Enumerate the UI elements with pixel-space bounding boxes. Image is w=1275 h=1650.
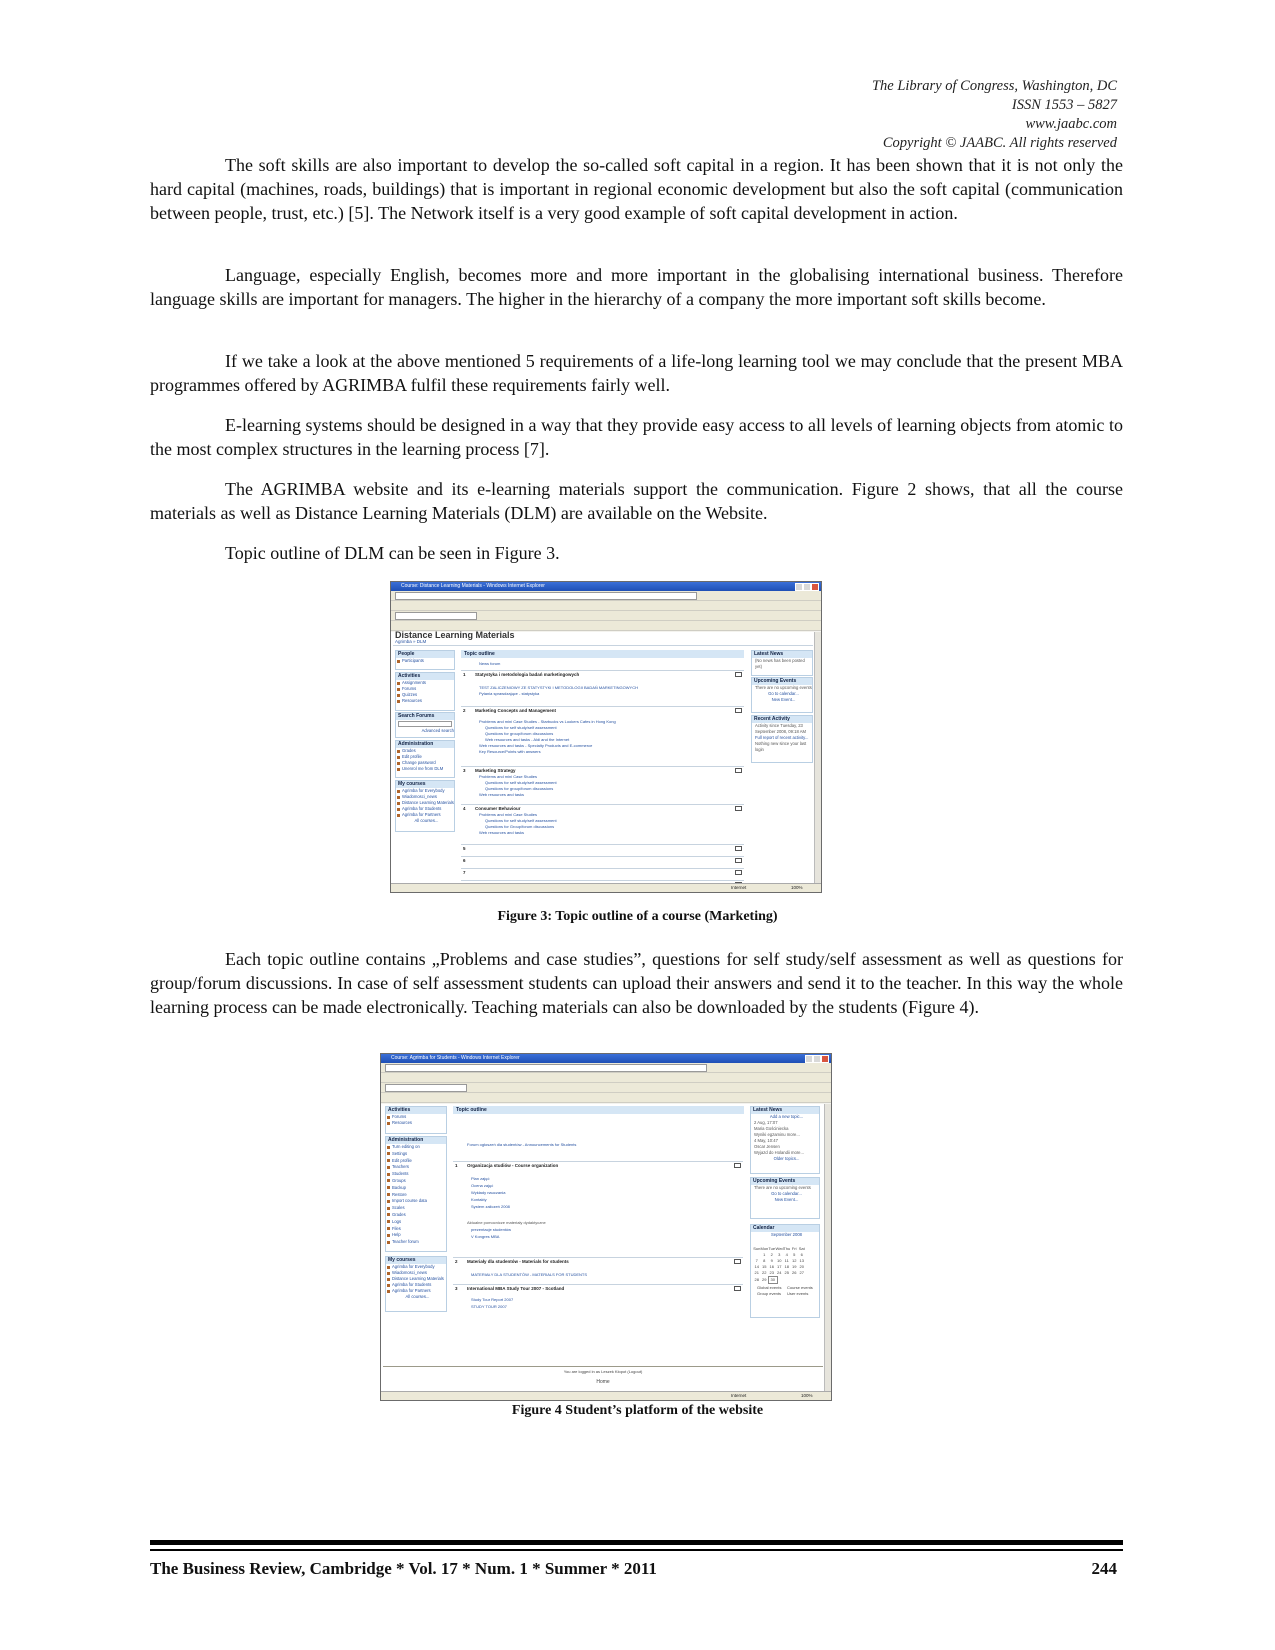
paragraph-6: Topic outline of DLM can be seen in Figure 3. xyxy=(225,543,560,563)
topic-folder-link[interactable]: Kontakty xyxy=(471,1197,487,1202)
figure3-block-mycourses: My courses Agrimba for Everybody Wiadomosci_news Distance Learning Materials Agrimba for Students Agrimba for Partners All courses... xyxy=(395,780,455,832)
change-password-link[interactable]: Change password xyxy=(396,760,454,766)
admin-link[interactable]: Files xyxy=(386,1226,446,1233)
figure4-topic-3: 3 International MBA Study Tour 2007 - Scotland Study Tour Report 2007 STUDY TOUR 2007 xyxy=(453,1284,743,1325)
course-link[interactable]: Distance Learning Materials xyxy=(396,800,454,806)
all-courses-link[interactable]: All courses... xyxy=(405,1294,430,1299)
figure3-page-heading: Distance Learning Materials xyxy=(395,630,515,640)
admin-link[interactable]: Teacher forum xyxy=(386,1239,446,1246)
figure4-topic-outline-heading: Topic outline xyxy=(453,1106,744,1114)
resources-link[interactable]: Resources xyxy=(396,698,454,704)
older-topics-link[interactable]: Older topics... xyxy=(773,1156,800,1161)
minimize-icon[interactable] xyxy=(805,1055,813,1063)
header-url: www.jaabc.com xyxy=(1025,116,1117,132)
announcements-forum-link[interactable]: Forum ogłoszeń dla studentów - Announcements for Students xyxy=(467,1142,577,1147)
figure3-caption: Figure 3: Topic outline of a course (Marketing) xyxy=(497,909,778,924)
figure3-topic-7: 7 xyxy=(461,868,744,881)
collapse-icon[interactable] xyxy=(735,846,742,851)
unenrol-link[interactable]: Unenrol me from DLM xyxy=(396,766,454,772)
collapse-icon[interactable] xyxy=(735,768,742,773)
admin-link[interactable]: Teachers xyxy=(386,1164,446,1171)
topic-resource-link[interactable]: TEST ZALICZENIOWY ZE STATYSTYKI I METODOLOGII BADAŃ MARKETINGOWYCH xyxy=(479,685,638,690)
collapse-icon[interactable] xyxy=(735,806,742,811)
admin-link[interactable]: Import course data xyxy=(386,1198,446,1205)
collapse-icon[interactable] xyxy=(735,672,742,677)
figure3-titlebar: Course: Distance Learning Materials - Windows Internet Explorer xyxy=(391,582,821,591)
calendar-week[interactable]: 14 15 16 17 18 19 20 xyxy=(754,1264,804,1269)
new-event-link[interactable]: New Event... xyxy=(771,697,796,702)
admin-link[interactable]: Scales xyxy=(386,1205,446,1212)
figure4-block-mycourses: My courses Agrimba for Everybody Wiadomosci_news Distance Learning Materials Agrimba for Students Agrimba for Partners All courses... xyxy=(385,1256,447,1312)
admin-link[interactable]: Grades xyxy=(386,1212,446,1219)
calendar-weekdays: SunMonTueWedThu Fri Sat xyxy=(753,1246,805,1251)
home-link[interactable]: Home xyxy=(596,1379,610,1385)
calendar-legend: Global events Course events Group events User events xyxy=(757,1285,813,1296)
calendar-week[interactable]: 1 2 3 4 5 6 xyxy=(763,1252,803,1257)
zoom-control[interactable]: 100% xyxy=(791,885,803,890)
forums-link[interactable]: Forums xyxy=(386,1114,446,1120)
course-link[interactable]: Distance Learning Materials xyxy=(386,1276,446,1282)
figure3-topic-6: 6 xyxy=(461,856,744,869)
topic-folder-link[interactable]: V Kongres MBA xyxy=(471,1234,500,1239)
admin-link[interactable]: Logs xyxy=(386,1219,446,1226)
calendar-month[interactable]: September 2008 xyxy=(771,1232,802,1237)
topic-resource-link[interactable]: Problems and mini Case Studies xyxy=(479,774,538,779)
header-library: The Library of Congress, Washington, DC xyxy=(871,78,1117,94)
admin-link[interactable]: Restore xyxy=(386,1192,446,1199)
forums-link[interactable]: Forums xyxy=(396,686,454,692)
figure4-topic-1: 1 Organizacja studiów - Course organization Plan zajęć Ocena zajęć Wykłady nauczania Kontakty System zaliczeń 2008 Aktualne pomocnicze materiały dydaktyczne prezentacje studentów V Kongres MBA xyxy=(453,1161,743,1258)
add-topic-link[interactable]: Add a new topic... xyxy=(769,1114,804,1119)
footer-rule-thick xyxy=(150,1540,1123,1545)
zoom-control[interactable]: 100% xyxy=(801,1393,813,1398)
admin-link[interactable]: Backup xyxy=(386,1185,446,1192)
participants-link[interactable]: Participants xyxy=(396,658,454,664)
header-copyright: Copyright © JAABC. All rights reserved xyxy=(882,135,1117,151)
figure3-block-upcoming-events: Upcoming Events There are no upcoming events Go to calendar... New Event... xyxy=(751,677,813,713)
figure4-address-bar[interactable] xyxy=(381,1063,831,1073)
figure4-statusbar: Internet 100% xyxy=(381,1391,831,1400)
topic-resource-link[interactable]: Questions for self study/self assessment xyxy=(485,818,557,823)
topic-resource-link[interactable]: Questions for group/forum discussions xyxy=(485,786,554,791)
quizzes-link[interactable]: Quizzes xyxy=(396,692,454,698)
topic-resource-link[interactable]: Web resources and tasks xyxy=(479,792,525,797)
topic-resource-link[interactable]: Pytania sprawdzające - statystyka xyxy=(479,691,540,696)
admin-link[interactable]: Help xyxy=(386,1232,446,1239)
calendar-week[interactable]: 28 29 30 xyxy=(753,1276,808,1284)
topic-resource-link[interactable]: Questions for Group/forum discussions xyxy=(485,824,555,829)
figure3-block-recent-activity: Recent Activity Activity since Tuesday, 23 September 2008, 09:18 AM Full report of recent activity... Nothing new since your last login xyxy=(751,715,813,763)
figure3-topic-4: 4 Consumer Behaviour Problems and mini Case Studies Questions for self study/self assessment Questions for Group/forum discussions Web resources and tasks xyxy=(461,804,744,845)
course-link[interactable]: Agrimba for Everybody xyxy=(386,1264,446,1270)
topic-folder-link[interactable]: Study Tour Report 2007 xyxy=(471,1297,514,1302)
topic-resource-link[interactable]: Questions for self study/self assessment xyxy=(485,725,557,730)
advanced-search-link[interactable]: Advanced search xyxy=(421,728,454,733)
figure3-block-people: People Participants xyxy=(395,650,455,670)
figure3-topic-1: 1 Statystyka i metodologia badań marketingowych TEST ZALICZENIOWY ZE STATYSTYKI I METODOLOGII BADAŃ MARKETINGOWYCH Pytania sprawdzające - statystyka xyxy=(461,670,744,707)
grades-link[interactable]: Grades xyxy=(396,748,454,754)
figure3-block-search: Search Forums Advanced search xyxy=(395,712,455,738)
figure3-topic-outline-heading: Topic outline xyxy=(461,650,744,658)
news-forum-link[interactable]: News forum xyxy=(479,661,501,666)
go-to-calendar-link[interactable]: Go to calendar... xyxy=(771,1191,802,1196)
figure4-block-administration: Administration Turn editing on Settings Edit profile Teachers Students Groups Backup Restore Import course data Scales Grades Logs Files Help Teacher forum xyxy=(385,1136,447,1252)
close-icon[interactable] xyxy=(811,583,819,591)
admin-link[interactable]: Edit profile xyxy=(386,1158,446,1165)
figure3-toolbar[interactable] xyxy=(391,611,821,621)
course-link[interactable]: Agrimba for Students xyxy=(396,806,454,812)
figure3-menu-bar[interactable] xyxy=(391,601,821,611)
course-link[interactable]: Wiadomosci_news xyxy=(386,1270,446,1276)
page-number: 244 xyxy=(1091,1559,1117,1578)
calendar-grid xyxy=(753,1246,808,1284)
figure4-menu-bar[interactable] xyxy=(381,1073,831,1083)
figure3-page xyxy=(391,632,815,884)
news-item-link[interactable]: Wyniki egzaminu more... xyxy=(754,1132,800,1137)
figure3-scrollbar[interactable] xyxy=(814,632,821,884)
figure3-block-administration: Administration Grades Edit profile Change password Unenrol me from DLM xyxy=(395,740,455,778)
course-link[interactable]: Wiadomosci_news xyxy=(396,794,454,800)
paragraph-7: Each topic outline contains „Problems and case studies”, questions for self study/self assessment as well as questions for group/forum discussions. In case of self assessment students can upload their answers and send it to the teacher. In this way the whole learning process can be made electronically. Teaching materials can also be downloaded by the students (Figure 4). xyxy=(150,949,1123,1017)
topic-resource-link[interactable]: Questions for group/forum discussions xyxy=(485,731,554,736)
figure4-toolbar[interactable] xyxy=(381,1083,831,1093)
header-issn: ISSN 1553 – 5827 xyxy=(1011,97,1117,113)
paragraph-5: The AGRIMBA website and its e-learning materials support the communication. Figure 2 shows, that all the course materials as well as Distance Learning Materials (DLM) are available on the Website. xyxy=(150,479,1123,523)
footer-rule-thin xyxy=(150,1549,1123,1551)
course-link[interactable]: Agrimba for Everybody xyxy=(396,788,454,794)
topic-folder-link[interactable]: Wykłady nauczania xyxy=(471,1190,506,1195)
figure4-scrollbar[interactable] xyxy=(824,1104,831,1392)
course-link[interactable]: Agrimba for Partners xyxy=(386,1288,446,1294)
figure3-statusbar: Internet 100% xyxy=(391,883,821,892)
figure3-block-latest-news: Latest News (No news has been posted yet) xyxy=(751,650,813,676)
topic-resource-link[interactable]: Questions for self study/self assessment xyxy=(485,780,557,785)
figure4-topic-2: 2 Materiały dla studentów - Materials for students MATERIAŁY DLA STUDENTÓW - MATERIALS FOR STUDENTS xyxy=(453,1257,743,1285)
forum-search-input[interactable] xyxy=(398,721,452,727)
go-to-calendar-link[interactable]: Go to calendar... xyxy=(768,691,799,696)
paragraph-3: If we take a look at the above mentioned 5 requirements of a life-long learning tool we may conclude that the present MBA programmes offered by AGRIMBA fulfil these requirements fairly well. xyxy=(150,351,1123,395)
figure4-titlebar: Course: Agrimba for Students - Windows Internet Explorer xyxy=(381,1054,831,1063)
close-icon[interactable] xyxy=(821,1055,829,1063)
admin-link[interactable]: Turn editing on xyxy=(386,1144,446,1151)
figure4-tab-bar[interactable] xyxy=(381,1093,831,1103)
new-event-link[interactable]: New Event... xyxy=(774,1197,799,1202)
figure3-breadcrumb[interactable]: Agrimba » DLM xyxy=(395,639,427,644)
collapse-icon[interactable] xyxy=(734,1259,741,1264)
topic-folder-link[interactable]: System zaliczeń 2008 xyxy=(471,1204,510,1209)
resources-link[interactable]: Resources xyxy=(386,1120,446,1126)
topic-folder-link[interactable]: prezentacje studentów xyxy=(471,1227,512,1232)
login-info[interactable]: You are logged in as Leszek Kłopot (Logout) xyxy=(563,1369,643,1374)
figure3-topic-5: 5 xyxy=(461,844,744,857)
figure3-topic-2: 2 Marketing Concepts and Management Problems and mini Case Studies - Starbucks vs Lookers Cafes in Hong Kong Questions for self study/self assessment Questions for group/forum discussions Web resources and tasks - Aldi and the Internet Web resources and tasks - Specialty Products and E-commerce Key Resource/Points with answers xyxy=(461,706,744,767)
collapse-icon[interactable] xyxy=(735,858,742,863)
figure4-block-activities: Activities Forums Resources xyxy=(385,1106,447,1134)
full-report-link[interactable]: Full report of recent activity... xyxy=(755,735,809,740)
topic-resource-link[interactable]: Key Resource/Points with answers xyxy=(479,749,541,754)
paragraph-2: Language, especially English, becomes more and more important in the globalising international business. Therefore language skills are important for managers. The higher in the hierarchy of a company the more important soft skills become. xyxy=(150,265,1123,309)
collapse-icon[interactable] xyxy=(735,870,742,875)
paragraph-4: E-learning systems should be designed in a way that they provide easy access to all levels of learning objects from atomic to the most complex structures in the learning process [7]. xyxy=(150,415,1123,459)
journal-header xyxy=(872,77,1117,153)
calendar-week[interactable]: 21 22 23 24 25 26 27 xyxy=(754,1270,804,1275)
topic-resource-link[interactable]: Problems and mini Case Studies xyxy=(479,812,538,817)
edit-profile-link[interactable]: Edit profile xyxy=(396,754,454,760)
journal-footer: The Business Review, Cambridge * Vol. 17 * Num. 1 * Summer * 2011 xyxy=(150,1559,657,1578)
figure4-page xyxy=(381,1104,825,1392)
topic-folder-link[interactable]: STUDY TOUR 2007 xyxy=(471,1304,507,1309)
paragraph-1: The soft skills are also important to develop the so-called soft capital in a region. It has been shown that it is not only the hard capital (machines, roads, buildings) that is important in regional economic development but also the soft capital (communication between people, trust, etc.) [5]. The Network itself is a very good example of soft capital development in action. xyxy=(150,155,1123,223)
collapse-icon[interactable] xyxy=(734,1163,741,1168)
figure3-topic-3: 3 Marketing Strategy Problems and mini Case Studies Questions for self study/self assessment Questions for group/forum discussions Web resources and tasks xyxy=(461,766,744,805)
course-link[interactable]: Agrimba for Students xyxy=(386,1282,446,1288)
topic-resource-link[interactable]: Web resources and tasks - Specialty Products and E-commerce xyxy=(479,743,593,748)
news-item-link[interactable]: Wyjazd do Holandii more... xyxy=(754,1150,805,1155)
assignments-link[interactable]: Assignments xyxy=(396,680,454,686)
collapse-icon[interactable] xyxy=(734,1286,741,1291)
topic-resource-link[interactable]: Problems and mini Case Studies - Starbucks vs Lookers Cafes in Hong Kong xyxy=(479,719,616,724)
figure4-block-calendar: Calendar September 2008 SunMonTueWedThu Fri Sat 1 2 3 4 5 6 7 8 9 10 11 12 13 14 15 16 17 18 19 20 21 22 23 24 25 26 27 28 29 30 Global events Course events Group events User events xyxy=(750,1224,820,1318)
calendar-week[interactable]: 7 8 9 10 11 12 13 xyxy=(755,1258,804,1263)
figure4-block-upcoming-events: Upcoming Events There are no upcoming events Go to calendar... New Event... xyxy=(750,1177,820,1219)
collapse-icon[interactable] xyxy=(735,708,742,713)
topic-folder-link[interactable]: Plan zajęć xyxy=(471,1176,490,1181)
all-courses-link[interactable]: All courses... xyxy=(414,818,439,823)
topic-resource-link[interactable]: Web resources and tasks - Aldi and the Internet xyxy=(485,737,570,742)
figure3-screenshot xyxy=(390,581,822,893)
figure4-caption: Figure 4 Student’s platform of the website xyxy=(511,1403,764,1418)
admin-link[interactable]: Groups xyxy=(386,1178,446,1185)
topic-folder-link[interactable]: Ocena zajęć xyxy=(471,1183,494,1188)
maximize-icon[interactable] xyxy=(803,583,811,591)
topic-folder-link[interactable]: MATERIAŁY DLA STUDENTÓW - MATERIALS FOR STUDENTS xyxy=(471,1272,588,1277)
figure3-block-activities: Activities Assignments Forums Quizzes Resources xyxy=(395,672,455,711)
admin-link[interactable]: Students xyxy=(386,1171,446,1178)
maximize-icon[interactable] xyxy=(813,1055,821,1063)
minimize-icon[interactable] xyxy=(795,583,803,591)
figure4-block-latest-news: Latest News Add a new topic... 2 Aug, 17:07 Maria Gościniecka Wyniki egzaminu more... 4 May, 10:47 Oscar Jensen Wyjazd do Holandii more... Older topics... xyxy=(750,1106,820,1174)
topic-resource-link[interactable]: Web resources and tasks xyxy=(479,830,525,835)
figure4-screenshot xyxy=(380,1053,832,1401)
figure3-address-bar[interactable] xyxy=(391,591,821,601)
admin-link[interactable]: Settings xyxy=(386,1151,446,1158)
course-link[interactable]: Agrimba for Partners xyxy=(396,812,454,818)
